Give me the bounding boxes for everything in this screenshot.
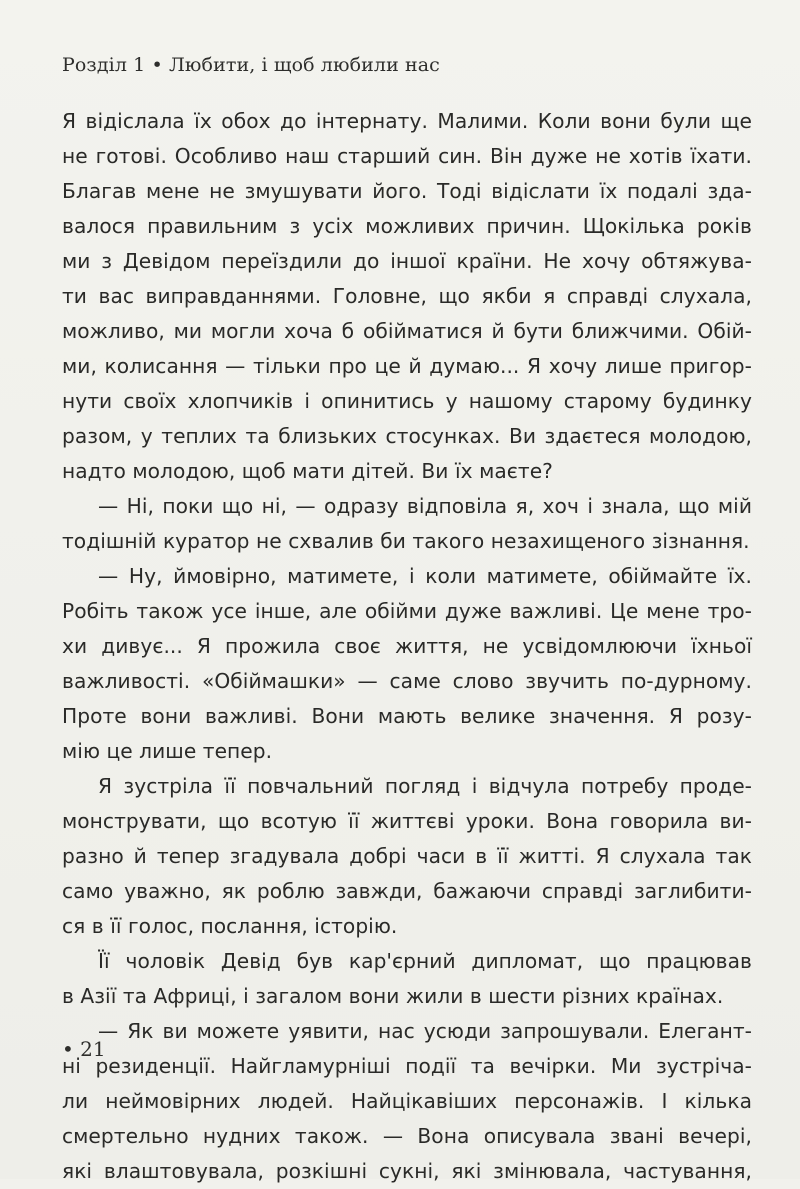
text-line: ми з Девідом переїздили до іншої країни. Не хочу обтяжува- bbox=[62, 249, 752, 273]
text-line: надто молодою, щоб мати дітей. Ви їх маєте? bbox=[62, 459, 553, 483]
text-line: тодішній куратор не схвалив би такого незахищеного зізнання. bbox=[62, 529, 750, 553]
text-line: нути своїх хлопчиків і опинитись у нашому старому будинку bbox=[62, 389, 752, 413]
text-line: ми, колисання — тільки про це й думаю... Я хочу лише пригор- bbox=[62, 354, 752, 378]
text-line: — Як ви можете уявити, нас усюди запрошували. Елегант- bbox=[98, 1019, 752, 1043]
text-line: ся в її голос, послання, історію. bbox=[62, 914, 398, 938]
text-line: в Азії та Африці, і загалом вони жили в шести різних країнах. bbox=[62, 984, 724, 1008]
text-line: хи дивує... Я прожила своє життя, не усвідомлюючи їхньої bbox=[62, 634, 752, 658]
text-line: валося правильним з усіх можливих причин. Щокілька років bbox=[62, 214, 752, 238]
text-line: Робіть також усе інше, але обійми дуже важливі. Це мене тро- bbox=[62, 599, 752, 623]
text-line: ні резиденції. Найгламурніші події та вечірки. Ми зустріча- bbox=[62, 1054, 752, 1078]
text-line: разом, у теплих та близьких стосунках. Ви здаєтеся молодою, bbox=[62, 424, 752, 448]
text-line: які влаштовувала, розкішні сукні, які змінювала, частування, bbox=[62, 1159, 752, 1183]
text-line: Благав мене не змушувати його. Тоді відіслати їх подалі зда- bbox=[62, 179, 752, 203]
text-line: — Ну, ймовірно, матимете, і коли матимете, обіймайте їх. bbox=[98, 564, 752, 588]
text-line: монструвати, що всотую її життєві уроки. Вона говорила ви- bbox=[62, 809, 752, 833]
text-line: ти вас виправданнями. Головне, що якби я справді слухала, bbox=[62, 284, 752, 308]
text-line: Я відіслала їх обох до інтернату. Малими. Коли вони були ще bbox=[62, 109, 752, 133]
text-line: — Ні, поки що ні, — одразу відповіла я, хоч і знала, що мій bbox=[98, 494, 752, 518]
text-line: разно й тепер згадувала добрі часи в її житті. Я слухала так bbox=[62, 844, 752, 868]
text-line: Я зустріла її повчальний погляд і відчула потребу проде- bbox=[98, 774, 752, 798]
text-line: можливо, ми могли хоча б обійматися й бути ближчими. Обій- bbox=[62, 319, 752, 343]
running-head: Розділ 1 • Любити, і щоб любили нас bbox=[62, 54, 440, 76]
page-number: • 21 bbox=[62, 1037, 106, 1061]
text-line: важливості. «Обіймашки» — саме слово звучить по-дурному. bbox=[62, 669, 752, 693]
text-line: смертельно нудних також. — Вона описувала звані вечері, bbox=[62, 1124, 752, 1148]
text-line: мію це лише тепер. bbox=[62, 739, 273, 763]
body-text bbox=[62, 104, 752, 1189]
text-line: не готові. Особливо наш старший син. Він дуже не хотів їхати. bbox=[62, 144, 752, 168]
text-line: Її чоловік Девід був кар'єрний дипломат, що працював bbox=[98, 949, 752, 973]
text-line: само уважно, як роблю завжди, бажаючи справді заглибити- bbox=[62, 879, 752, 903]
text-line: ли неймовірних людей. Найцікавіших персонажів. І кілька bbox=[62, 1089, 752, 1113]
text-line: Проте вони важливі. Вони мають велике значення. Я розу- bbox=[62, 704, 752, 728]
